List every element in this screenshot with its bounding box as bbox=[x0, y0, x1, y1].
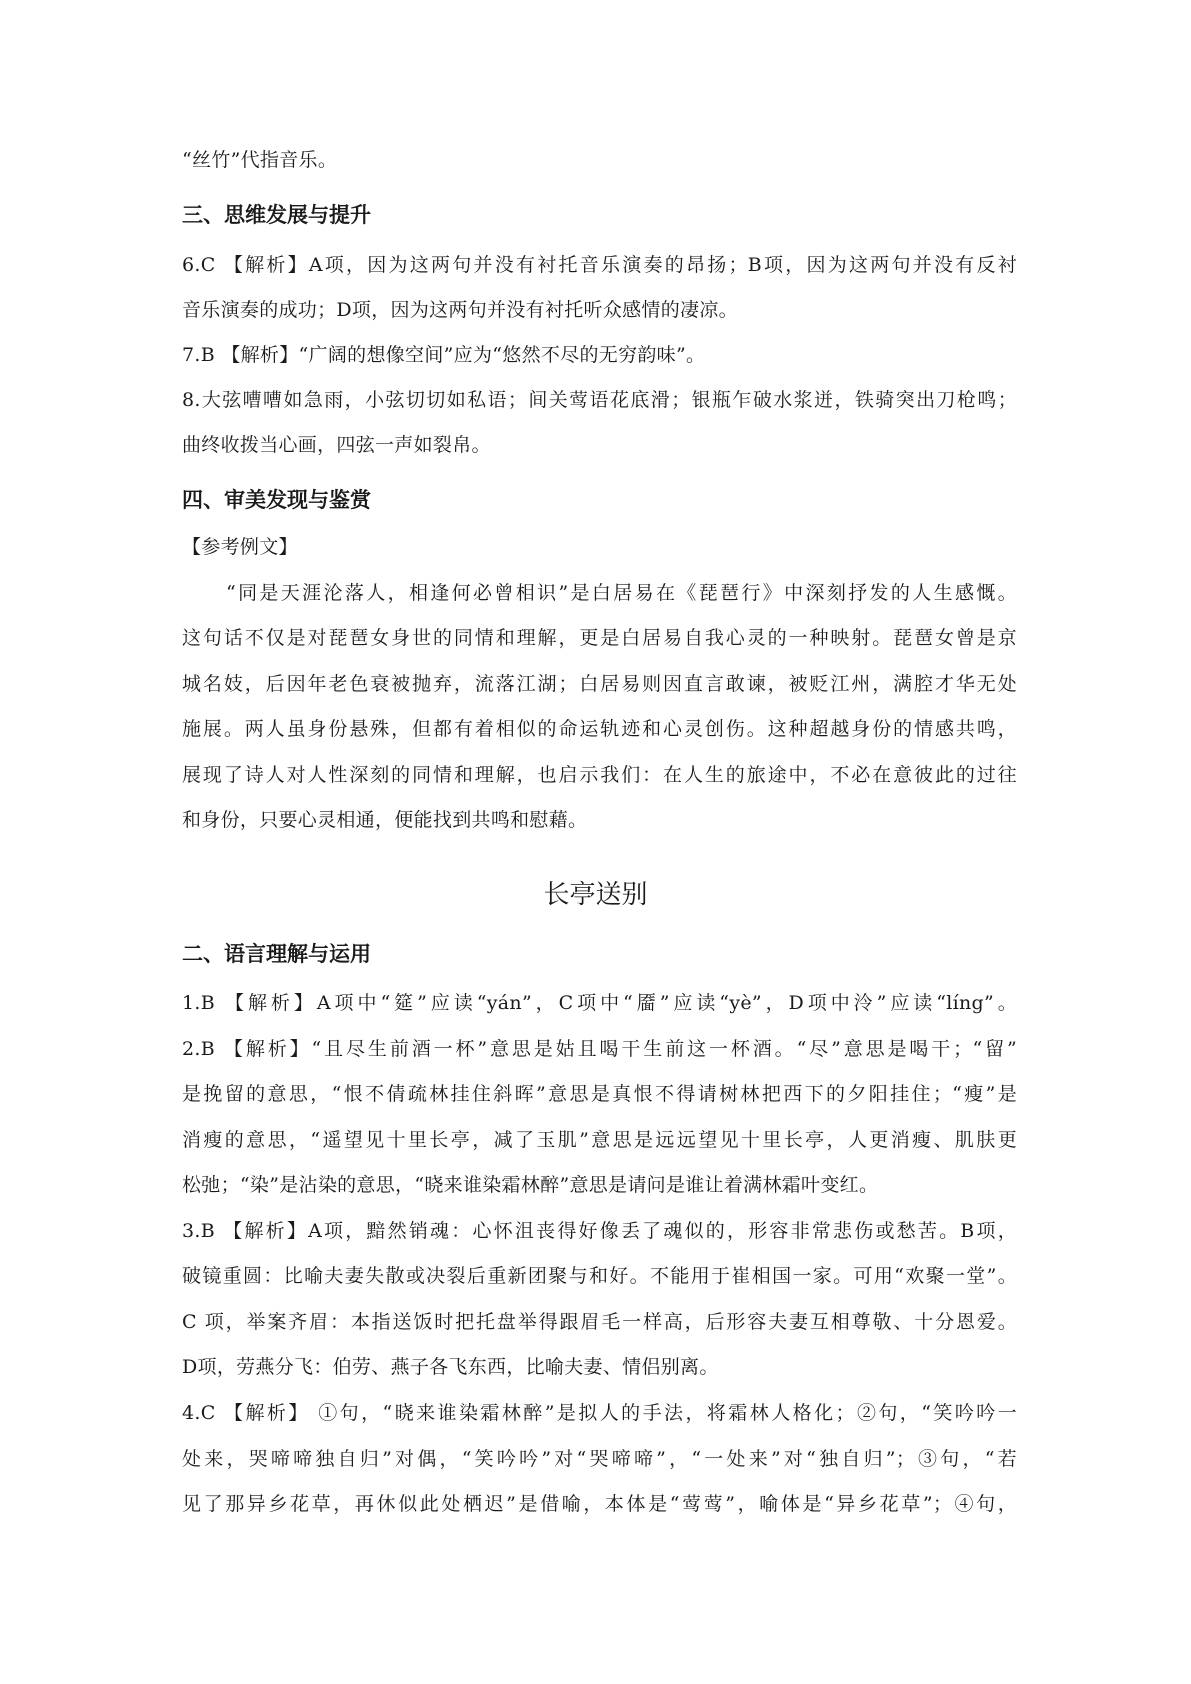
text-line: 和身份，只要心灵相通，便能找到共鸣和慰藉。 bbox=[182, 809, 588, 831]
section-heading: 三、思维发展与提升 bbox=[182, 203, 371, 227]
text-line: 8.大弦嘈嘈如急雨，小弦切切如私语；间关莺语花底滑；银瓶乍破水浆迸，铁骑突出刀枪鸣； bbox=[182, 389, 1017, 411]
text-line: “丝竹”代指音乐。 bbox=[182, 149, 338, 171]
text-line: D项，劳燕分飞：伯劳、燕子各飞东西，比喻夫妻、情侣别离。 bbox=[182, 1356, 719, 1378]
text-line: 6.C 【解析】A项，因为这两句并没有衬托音乐演奏的昂扬；B项，因为这两句并没有反衬 bbox=[182, 254, 1017, 276]
text-line: 见了那异乡花草，再休似此处栖迟”是借喻，本体是“莺莺”，喻体是“异乡花草”；④句， bbox=[182, 1493, 1017, 1515]
text-line: 展现了诗人对人性深刻的同情和理解，也启示我们：在人生的旅途中，不必在意彼此的过往 bbox=[182, 764, 1017, 786]
text-line: 3.B 【解析】A项，黯然销魂：心怀沮丧得好像丢了魂似的，形容非常悲伤或愁苦。B项， bbox=[182, 1220, 1017, 1242]
text-line: 曲终收拨当心画，四弦一声如裂帛。 bbox=[182, 434, 491, 456]
text-line: 松弛；“染”是沾染的意思，“晓来谁染霜林醉”意思是请问是谁让着满林霜叶变红。 bbox=[182, 1174, 879, 1196]
text-line: 1.B 【解析】A项中“筵”应读“yán”，C项中“靥”应读“yè”，D项中泠”应读“líng”。 bbox=[182, 992, 1017, 1014]
text-line: 城名妓，后因年老色衰被抛弃，流落江湖；白居易则因直言敢谏，被贬江州，满腔才华无处 bbox=[182, 673, 1017, 695]
text-line: 消瘦的意思，“遥望见十里长亭，减了玉肌”意思是远远望见十里长亭，人更消瘦、肌肤更 bbox=[182, 1129, 1017, 1151]
text-line: “同是天涯沦落人，相逢何必曾相识”是白居易在《琵琶行》中深刻抒发的人生感慨。 bbox=[226, 582, 1017, 604]
text-line: 破镜重圆：比喻夫妻失散或决裂后重新团聚与和好。不能用于崔相国一家。可用“欢聚一堂”。 bbox=[182, 1265, 1017, 1287]
text-line: 处来，哭啼啼独自归”对偶，“笑吟吟”对“哭啼啼”，“一处来”对“独自归”；③句，“若 bbox=[182, 1448, 1017, 1470]
section-heading: 四、审美发现与鉴赏 bbox=[182, 488, 371, 512]
text-line: 这句话不仅是对琵琶女身世的同情和理解，更是白居易自我心灵的一种映射。琵琶女曾是京 bbox=[182, 627, 1017, 649]
text-line: 2.B 【解析】“且尽生前酒一杯”意思是姑且喝干生前这一杯酒。“尽”意思是喝干；“留” bbox=[182, 1038, 1017, 1060]
page-title: 长亭送别 bbox=[543, 880, 648, 910]
text-line: 音乐演奏的成功；D项，因为这两句并没有衬托听众感情的凄凉。 bbox=[182, 299, 738, 321]
section-heading: 二、语言理解与运用 bbox=[182, 942, 371, 966]
text-line: C 项，举案齐眉：本指送饭时把托盘举得跟眉毛一样高，后形容夫妻互相尊敬、十分恩爱。 bbox=[182, 1311, 1017, 1333]
text-line: 施展。两人虽身份悬殊，但都有着相似的命运轨迹和心灵创伤。这种超越身份的情感共鸣， bbox=[182, 718, 1017, 740]
text-line: 是挽留的意思，“恨不倩疏林挂住斜晖”意思是真恨不得请树林把西下的夕阳挂住；“瘦”是 bbox=[182, 1083, 1017, 1105]
text-line: 4.C 【解析】 ①句，“晓来谁染霜林醉”是拟人的手法，将霜林人格化；②句，“笑吟吟一 bbox=[182, 1402, 1017, 1424]
text-line: 7.B 【解析】“广阔的想像空间”应为“悠然不尽的无穷韵味”。 bbox=[182, 344, 706, 366]
text-line: 【参考例文】 bbox=[182, 536, 298, 558]
